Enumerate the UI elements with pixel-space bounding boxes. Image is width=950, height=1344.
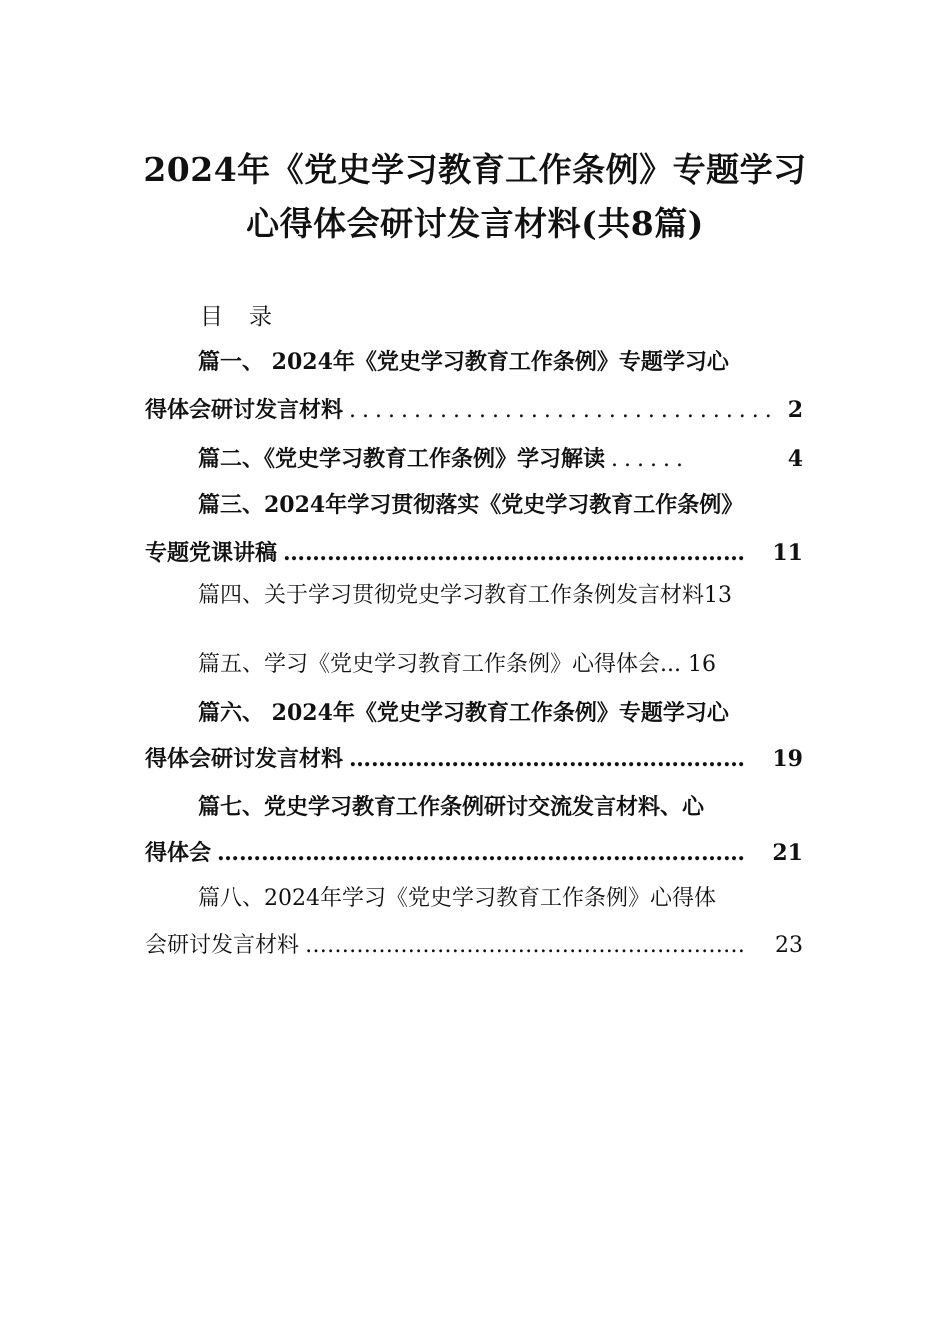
toc-item-6-title-cont: 得体会研讨发言材料 bbox=[145, 746, 344, 772]
toc-item-3-line-2[interactable] bbox=[145, 538, 803, 568]
toc-item-1-line-2[interactable] bbox=[145, 395, 803, 426]
toc-item-8-line-1[interactable]: 篇八、2024年学习《党史学习教育工作条例》心得体 bbox=[198, 886, 716, 911]
toc-item-2[interactable] bbox=[198, 444, 803, 475]
document-title-line-1: 2024年《党史学习教育工作条例》专题学习 bbox=[143, 150, 807, 189]
toc-item-6-line-2[interactable] bbox=[145, 744, 803, 774]
toc-item-8-page: 23 bbox=[775, 933, 803, 958]
toc-item-2-page: 4 bbox=[787, 446, 803, 472]
toc-item-7-title-cont: 得体会 bbox=[145, 840, 212, 866]
toc-item-6-line-1[interactable]: 篇六、 2024年《党史学习教育工作条例》专题学习心 bbox=[198, 700, 729, 726]
toc-item-7-leader: ……………………………………………………………… bbox=[217, 840, 746, 866]
toc-item-2-title: 篇二、《党史学习教育工作条例》学习解读 bbox=[198, 446, 606, 472]
toc-item-6-leader: ……………………………………………… bbox=[349, 746, 746, 772]
toc-item-1-page: 2 bbox=[787, 397, 803, 423]
toc-item-7-page: 21 bbox=[772, 840, 803, 866]
toc-heading: 目录 bbox=[200, 304, 298, 330]
toc-item-1-line-1[interactable]: 篇一、 2024年《党史学习教育工作条例》专题学习心 bbox=[198, 349, 729, 375]
toc-item-5[interactable]: 篇五、学习《党史学习教育工作条例》心得体会... 16 bbox=[198, 652, 716, 677]
toc-item-3-line-1[interactable]: 篇三、2024年学习贯彻落实《党史学习教育工作条例》 bbox=[198, 492, 744, 518]
toc-item-8-line-2[interactable] bbox=[145, 931, 803, 961]
toc-item-3-leader: ……………………………………………………… bbox=[283, 540, 746, 566]
toc-item-3-page: 11 bbox=[772, 540, 803, 566]
toc-item-7-line-2[interactable] bbox=[145, 838, 803, 868]
toc-item-8-leader: …………………………………………………… bbox=[305, 933, 746, 958]
toc-item-7-line-1[interactable]: 篇七、党史学习教育工作条例研讨交流发言材料、心 bbox=[198, 794, 705, 820]
toc-item-3-title-cont: 专题党课讲稿 bbox=[145, 540, 278, 566]
toc-item-4[interactable]: 篇四、关于学习贯彻党史学习教育工作条例发言材料13 bbox=[198, 583, 732, 608]
toc-item-1-title-cont: 得体会研讨发言材料 bbox=[145, 397, 344, 423]
toc-item-8-title-cont: 会研讨发言材料 bbox=[145, 933, 300, 958]
toc-item-6-page: 19 bbox=[772, 746, 803, 772]
document-title-line-2: 心得体会研讨发言材料(共8篇) bbox=[246, 204, 704, 243]
toc-item-2-leader: ...... bbox=[611, 447, 689, 472]
toc-item-1-leader: ................................. bbox=[349, 398, 778, 423]
